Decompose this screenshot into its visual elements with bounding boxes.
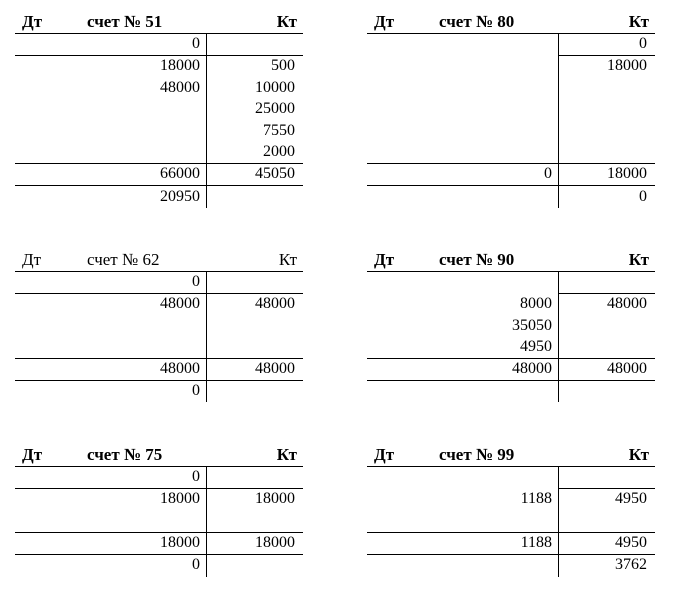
- closing-credit: 3762: [615, 556, 647, 573]
- account-title: счет № 90: [439, 250, 515, 269]
- turnover-credit-1: 4950: [615, 490, 647, 507]
- account-header: [15, 11, 303, 33]
- totals-bottom-rule: [15, 185, 303, 186]
- turnover-credit-1: 48000: [255, 295, 295, 312]
- account-header: [367, 249, 655, 271]
- turnover-credit-3: 25000: [255, 100, 295, 117]
- debit-label: Дт: [374, 250, 395, 269]
- turnover-credit-1: 18000: [255, 490, 295, 507]
- t-account-62: [15, 249, 303, 402]
- debit-label: Дт: [22, 445, 43, 464]
- turnover-debit-1: 18000: [160, 490, 200, 507]
- closing-debit: 0: [192, 556, 200, 573]
- t-divider: [206, 466, 207, 577]
- account-header: [15, 444, 303, 466]
- t-account-90: [367, 249, 655, 402]
- account-title: счет № 75: [87, 445, 163, 464]
- debit-label: Дт: [374, 445, 395, 464]
- debit-label: Дт: [22, 250, 42, 269]
- turnover-debit-3: 4950: [520, 338, 552, 355]
- turnover-debit-2: 35050: [512, 317, 552, 334]
- total-debit: 0: [544, 165, 552, 182]
- account-title: счет № 51: [87, 12, 163, 31]
- t-divider: [558, 271, 559, 402]
- total-credit: 45050: [255, 165, 295, 182]
- turnover-debit-1: 8000: [520, 295, 552, 312]
- closing-debit: 20950: [160, 188, 200, 205]
- account-header: [367, 444, 655, 466]
- total-credit: 4950: [615, 534, 647, 551]
- account-header: [15, 249, 303, 271]
- total-credit: 18000: [607, 165, 647, 182]
- total-credit: 18000: [255, 534, 295, 551]
- totals-bottom-rule: [367, 185, 655, 186]
- turnover-debit-1: 18000: [160, 57, 200, 74]
- credit-label: Кт: [628, 250, 649, 269]
- credit-label: Кт: [276, 445, 297, 464]
- opening-debit: 0: [192, 273, 200, 290]
- total-debit: 18000: [160, 534, 200, 551]
- t-account-99: [367, 444, 655, 577]
- debit-label: Дт: [22, 12, 43, 31]
- total-credit: 48000: [607, 360, 647, 377]
- account-header: [367, 11, 655, 33]
- turnover-debit-1: 1188: [520, 490, 552, 507]
- opening-debit: 0: [192, 35, 200, 52]
- turnover-credit-4: 7550: [263, 122, 295, 139]
- t-account-75: [15, 444, 303, 577]
- turnover-credit-1: 48000: [607, 295, 647, 312]
- turnover-credit-1: 500: [271, 57, 295, 74]
- opening-debit: 0: [192, 468, 200, 485]
- turnover-debit-2: 48000: [160, 79, 200, 96]
- opening-credit: 0: [639, 35, 647, 52]
- t-account-51: [15, 11, 303, 208]
- turnover-credit-1: 18000: [607, 57, 647, 74]
- total-debit: 66000: [160, 165, 200, 182]
- debit-label: Дт: [374, 12, 395, 31]
- turnover-credit-2: 10000: [255, 79, 295, 96]
- account-title: счет № 99: [439, 445, 515, 464]
- header-rule: [367, 466, 655, 467]
- closing-debit: 0: [192, 382, 200, 399]
- total-credit: 48000: [255, 360, 295, 377]
- totals-bottom-rule: [367, 380, 655, 381]
- total-debit: 48000: [160, 360, 200, 377]
- header-rule: [367, 271, 655, 272]
- credit-label: Кт: [628, 445, 649, 464]
- credit-label: Кт: [628, 12, 649, 31]
- t-account-80: [367, 11, 655, 208]
- turnover-credit-5: 2000: [263, 143, 295, 160]
- account-title: счет № 80: [439, 12, 515, 31]
- total-debit: 1188: [520, 534, 552, 551]
- closing-credit: 0: [639, 188, 647, 205]
- t-divider: [206, 271, 207, 402]
- credit-label: Кт: [276, 12, 297, 31]
- account-title: счет № 62: [87, 250, 160, 269]
- credit-label: Кт: [278, 250, 297, 269]
- turnover-debit-1: 48000: [160, 295, 200, 312]
- total-debit: 48000: [512, 360, 552, 377]
